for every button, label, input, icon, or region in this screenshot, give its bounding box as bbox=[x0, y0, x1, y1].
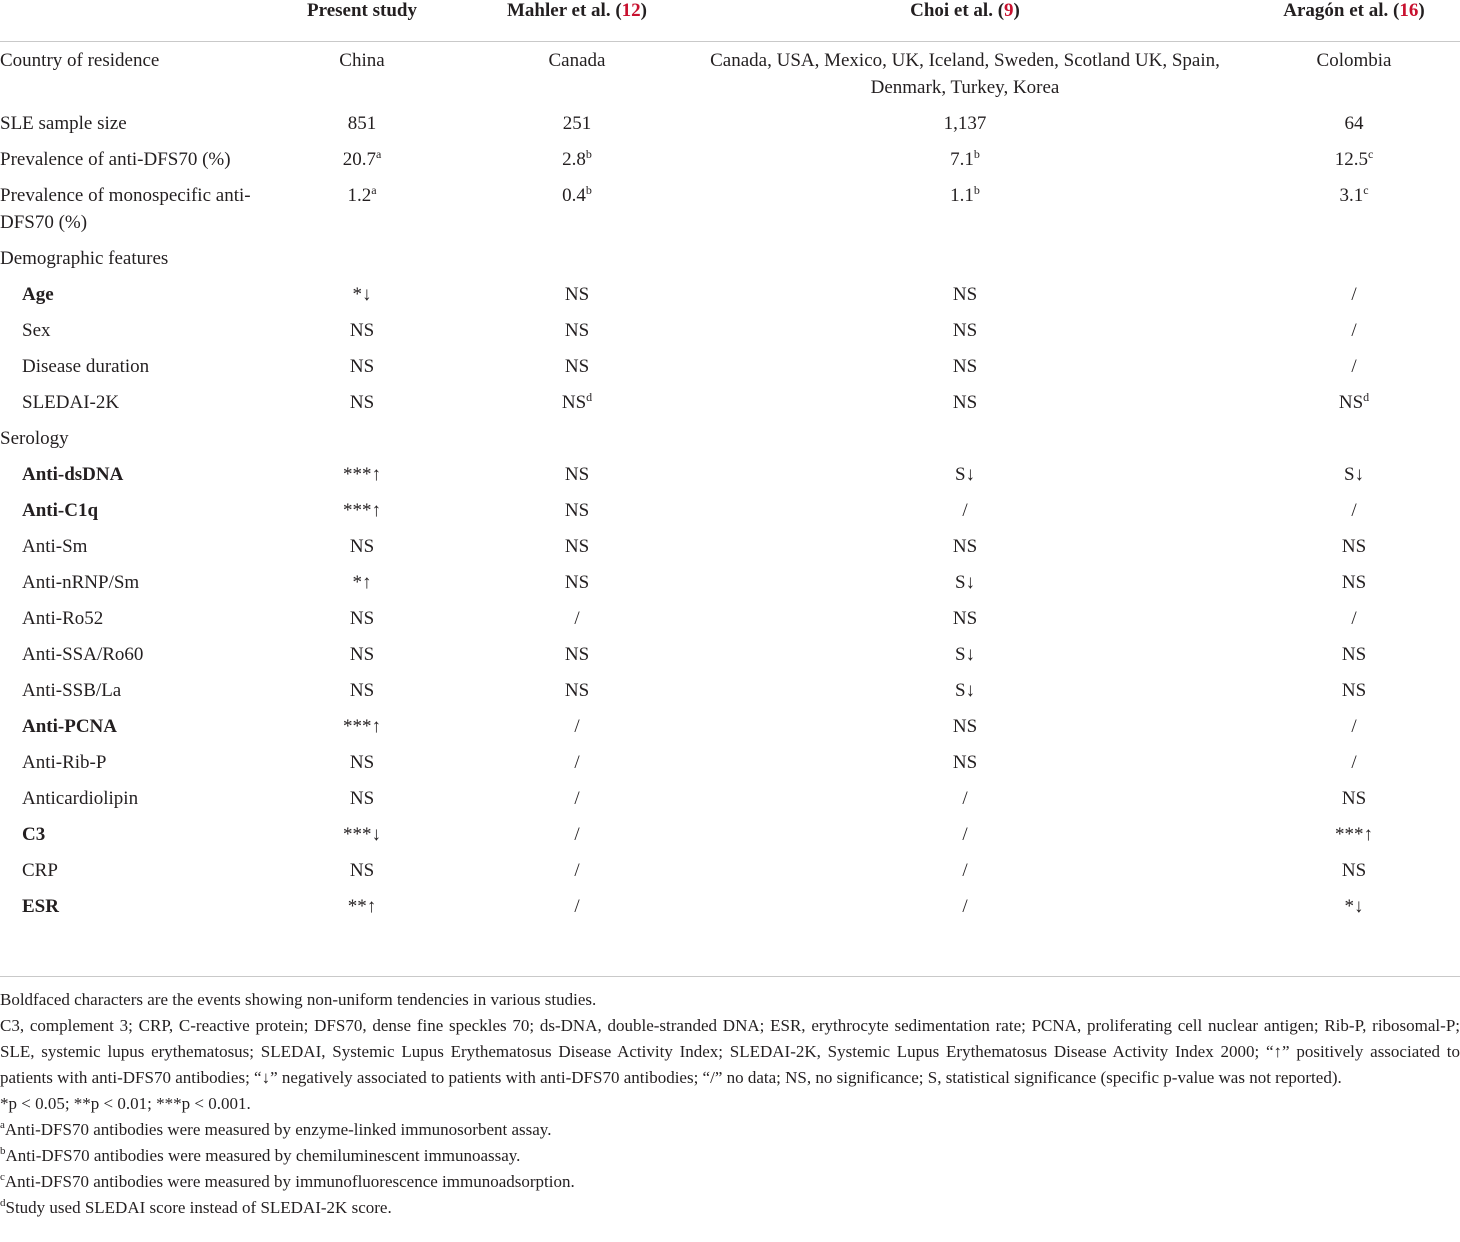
cell-choi bbox=[682, 276, 1248, 312]
cell-value: NS bbox=[1341, 536, 1367, 557]
cell-value: NS bbox=[564, 644, 590, 665]
cell-value: NS bbox=[349, 356, 375, 377]
cell-value: NS bbox=[564, 356, 590, 377]
cell-present-study bbox=[252, 708, 472, 744]
cell-aragon bbox=[1248, 672, 1460, 708]
cell-present-study bbox=[252, 141, 472, 177]
cell-value: NS bbox=[952, 716, 978, 737]
cell-choi bbox=[682, 708, 1248, 744]
cell-aragon bbox=[1248, 600, 1460, 636]
cell-choi bbox=[682, 42, 1248, 106]
cell-mahler bbox=[472, 564, 682, 600]
table-row bbox=[0, 852, 1460, 888]
cell-mahler bbox=[472, 42, 682, 106]
cell-mahler bbox=[472, 312, 682, 348]
cell-value: / bbox=[1351, 500, 1357, 521]
footnote-marker: d bbox=[1363, 390, 1370, 404]
cell-value: NS bbox=[1341, 860, 1367, 881]
cell-aragon bbox=[1248, 708, 1460, 744]
footnote bbox=[0, 1091, 1460, 1117]
table-row bbox=[0, 600, 1460, 636]
cell-aragon bbox=[1248, 384, 1460, 420]
cell-aragon bbox=[1248, 420, 1460, 456]
cell-aragon bbox=[1248, 888, 1460, 931]
cell-value: NS bbox=[564, 500, 590, 521]
cell-value: 7.1 bbox=[950, 149, 974, 170]
row-label: SLEDAI-2K bbox=[22, 392, 120, 413]
footnote-marker: c bbox=[1367, 147, 1374, 161]
cell-aragon bbox=[1248, 312, 1460, 348]
table-row bbox=[0, 420, 1460, 456]
cell-value: NS bbox=[564, 680, 590, 701]
reference-link[interactable]: 9 bbox=[1004, 0, 1014, 21]
footnote-text: *p < 0.05; **p < 0.01; ***p < 0.001. bbox=[0, 1094, 251, 1113]
cell-choi bbox=[682, 240, 1248, 276]
cell-mahler bbox=[472, 780, 682, 816]
cell-value: / bbox=[1351, 716, 1357, 737]
cell-value: ***↓ bbox=[343, 824, 381, 845]
row-label: Anti-Sm bbox=[22, 536, 88, 557]
table-row bbox=[0, 492, 1460, 528]
cell-value: NS bbox=[349, 752, 375, 773]
cell-present-study bbox=[252, 420, 472, 456]
cell-value: NS bbox=[349, 680, 375, 701]
cell-choi bbox=[682, 492, 1248, 528]
cell-present-study bbox=[252, 600, 472, 636]
footnote bbox=[0, 1143, 1460, 1169]
cell-value: NS bbox=[952, 392, 978, 413]
cell-mahler bbox=[472, 528, 682, 564]
cell-value: NS bbox=[1341, 680, 1367, 701]
cell-value: / bbox=[1351, 608, 1357, 629]
cell-value: 2.8 bbox=[562, 149, 586, 170]
cell-mahler bbox=[472, 384, 682, 420]
footnote-marker: a bbox=[375, 147, 382, 161]
row-label: Age bbox=[22, 284, 54, 305]
footnote bbox=[0, 1195, 1460, 1221]
cell-value: / bbox=[574, 716, 580, 737]
row-label: Prevalence of anti-DFS70 (%) bbox=[0, 149, 231, 170]
footnote-marker: d bbox=[586, 390, 593, 404]
table-row bbox=[0, 528, 1460, 564]
cell-value: / bbox=[574, 896, 580, 917]
footnote-marker: a bbox=[0, 1119, 5, 1131]
cell-value: Canada, USA, Mexico, UK, Iceland, Sweden, Scotland UK, Spain, Denmark, Turkey, Korea bbox=[710, 50, 1220, 98]
cell-present-study bbox=[252, 744, 472, 780]
row-label: Anti-PCNA bbox=[22, 716, 117, 737]
cell-aragon bbox=[1248, 240, 1460, 276]
cell-choi bbox=[682, 177, 1248, 240]
cell-value: ***↑ bbox=[343, 716, 381, 737]
cell-choi bbox=[682, 420, 1248, 456]
cell-value: / bbox=[574, 608, 580, 629]
cell-aragon bbox=[1248, 816, 1460, 852]
cell-aragon bbox=[1248, 42, 1460, 106]
table-row bbox=[0, 42, 1460, 106]
footnote-text: C3, complement 3; CRP, C-reactive protein; DFS70, dense fine speckles 70; ds-DNA, double-stranded DNA; ESR, erythrocyte sedimentation rate; PCNA, proliferating cell nuclear antigen; Rib-P, ribosomal-P; SLE, systemic lupus erythematosus; SLEDAI, Systemic Lupus Erythematosus Disease Activity Index; SLEDAI-2K, Systemic Lupus Erythematosus Disease Activity Index 2000; “↑” positively associated to patients with anti-DFS70 antibodies; “↓” negatively associated to patients with anti-DFS70 antibodies; “/” no data; NS, no significance; S, statistical significance (specific p-value was not reported). bbox=[0, 1016, 1460, 1087]
cell-mahler bbox=[472, 744, 682, 780]
cell-present-study bbox=[252, 672, 472, 708]
cell-choi bbox=[682, 348, 1248, 384]
row-label: Sex bbox=[22, 320, 51, 341]
cell-present-study bbox=[252, 177, 472, 240]
table-row bbox=[0, 816, 1460, 852]
cell-value: NS bbox=[564, 284, 590, 305]
cell-choi bbox=[682, 564, 1248, 600]
footnote bbox=[0, 1013, 1460, 1091]
table-row bbox=[0, 744, 1460, 780]
footnote-marker: a bbox=[371, 183, 377, 197]
table-row bbox=[0, 672, 1460, 708]
cell-value: NS bbox=[952, 536, 978, 557]
cell-value: China bbox=[339, 50, 385, 71]
footnote-marker: d bbox=[0, 1197, 6, 1209]
cell-value: / bbox=[574, 860, 580, 881]
cell-mahler bbox=[472, 105, 682, 141]
cell-present-study bbox=[252, 564, 472, 600]
footnote-marker: c bbox=[0, 1171, 5, 1183]
cell-value: NS bbox=[564, 536, 590, 557]
cell-value: S↓ bbox=[954, 464, 976, 485]
header-row bbox=[0, 0, 1460, 42]
cell-present-study bbox=[252, 528, 472, 564]
cell-value: NS bbox=[952, 356, 978, 377]
row-label: C3 bbox=[22, 824, 46, 845]
row-label: Prevalence of monospecific anti-DFS70 (%) bbox=[0, 185, 251, 233]
cell-value: NS bbox=[349, 392, 375, 413]
row-label: Anti-C1q bbox=[22, 500, 99, 521]
row-label: Anti-Rib-P bbox=[22, 752, 107, 773]
table-row bbox=[0, 384, 1460, 420]
cell-present-study bbox=[252, 492, 472, 528]
cell-aragon bbox=[1248, 564, 1460, 600]
row-label: SLE sample size bbox=[0, 113, 127, 134]
cell-value: Canada bbox=[548, 50, 606, 71]
row-label: Disease duration bbox=[22, 356, 150, 377]
cell-value: / bbox=[962, 824, 968, 845]
cell-choi bbox=[682, 600, 1248, 636]
table-row bbox=[0, 276, 1460, 312]
cell-value: NS bbox=[349, 608, 375, 629]
header-choi: Choi et al. (9) bbox=[682, 0, 1248, 42]
cell-present-study bbox=[252, 852, 472, 888]
table-row bbox=[0, 636, 1460, 672]
footnote-text: Boldfaced characters are the events showing non-uniform tendencies in various studies. bbox=[0, 990, 597, 1009]
header-empty bbox=[0, 0, 252, 42]
cell-present-study bbox=[252, 240, 472, 276]
cell-value: 1.2 bbox=[347, 185, 372, 206]
cell-value: / bbox=[962, 788, 968, 809]
cell-value: / bbox=[962, 896, 968, 917]
cell-aragon bbox=[1248, 636, 1460, 672]
cell-value: 251 bbox=[562, 113, 592, 134]
cell-value: Colombia bbox=[1316, 50, 1392, 71]
cell-value: *↓ bbox=[1344, 896, 1364, 917]
table-row bbox=[0, 105, 1460, 141]
cell-choi bbox=[682, 312, 1248, 348]
table-row bbox=[0, 312, 1460, 348]
cell-value: NS bbox=[952, 284, 978, 305]
cell-value: NS bbox=[564, 572, 590, 593]
row-label: Country of residence bbox=[0, 50, 160, 71]
cell-value: / bbox=[1351, 284, 1357, 305]
cell-choi bbox=[682, 141, 1248, 177]
footnote bbox=[0, 1117, 1460, 1143]
cell-aragon bbox=[1248, 105, 1460, 141]
cell-value: / bbox=[1351, 752, 1357, 773]
cell-choi bbox=[682, 744, 1248, 780]
row-label: Anti-nRNP/Sm bbox=[22, 572, 140, 593]
cell-aragon bbox=[1248, 276, 1460, 312]
cell-choi bbox=[682, 780, 1248, 816]
cell-value: NS bbox=[1341, 644, 1367, 665]
cell-present-study bbox=[252, 348, 472, 384]
cell-value: NS bbox=[952, 608, 978, 629]
cell-value: / bbox=[1351, 320, 1357, 341]
cell-value: S↓ bbox=[954, 680, 976, 701]
cell-value: / bbox=[1351, 356, 1357, 377]
cell-present-study bbox=[252, 816, 472, 852]
cell-choi bbox=[682, 456, 1248, 492]
cell-present-study bbox=[252, 312, 472, 348]
row-label: ESR bbox=[22, 896, 59, 917]
cell-aragon bbox=[1248, 528, 1460, 564]
row-label: Anti-Ro52 bbox=[22, 608, 104, 629]
footnote-text: Anti-DFS70 antibodies were measured by chemiluminescent immunoassay. bbox=[5, 1146, 521, 1165]
cell-present-study bbox=[252, 42, 472, 106]
cell-value: **↑ bbox=[347, 896, 377, 917]
header-present-study: Present study bbox=[252, 0, 472, 42]
cell-aragon bbox=[1248, 852, 1460, 888]
cell-choi bbox=[682, 384, 1248, 420]
cell-value: NS bbox=[561, 392, 587, 413]
row-label: Demographic features bbox=[0, 248, 169, 269]
cell-mahler bbox=[472, 456, 682, 492]
footnote bbox=[0, 1169, 1460, 1195]
footnote-marker: b bbox=[585, 147, 592, 161]
footnote-marker: b bbox=[973, 183, 980, 197]
cell-choi bbox=[682, 636, 1248, 672]
cell-value: S↓ bbox=[954, 572, 976, 593]
cell-value: / bbox=[574, 752, 580, 773]
cell-present-study bbox=[252, 636, 472, 672]
cell-choi bbox=[682, 528, 1248, 564]
row-label: Anti-SSA/Ro60 bbox=[22, 644, 144, 665]
table-row bbox=[0, 348, 1460, 384]
cell-value: / bbox=[574, 788, 580, 809]
cell-present-study bbox=[252, 384, 472, 420]
cell-mahler bbox=[472, 600, 682, 636]
cell-mahler bbox=[472, 141, 682, 177]
cell-choi bbox=[682, 888, 1248, 931]
cell-present-study bbox=[252, 456, 472, 492]
header-mahler: Mahler et al. (12) bbox=[472, 0, 682, 42]
cell-aragon bbox=[1248, 348, 1460, 384]
row-label: Anti-dsDNA bbox=[22, 464, 124, 485]
cell-mahler bbox=[472, 492, 682, 528]
cell-mahler bbox=[472, 888, 682, 931]
reference-link[interactable]: 16 bbox=[1399, 0, 1419, 21]
footnote-marker: b bbox=[585, 183, 592, 197]
cell-value: 0.4 bbox=[562, 185, 586, 206]
cell-mahler bbox=[472, 708, 682, 744]
cell-value: NS bbox=[1341, 788, 1367, 809]
cell-value: ***↑ bbox=[343, 500, 381, 521]
cell-value: *↑ bbox=[352, 572, 372, 593]
cell-value: *↓ bbox=[352, 284, 372, 305]
cell-value: NS bbox=[952, 752, 978, 773]
reference-link[interactable]: 12 bbox=[621, 0, 641, 21]
table-footnotes bbox=[0, 976, 1460, 1221]
cell-value: 12.5 bbox=[1334, 149, 1368, 170]
cell-value: / bbox=[574, 824, 580, 845]
row-label: Serology bbox=[0, 428, 69, 449]
cell-value: 851 bbox=[347, 113, 377, 134]
cell-value: NS bbox=[1338, 392, 1364, 413]
cell-present-study bbox=[252, 780, 472, 816]
cell-choi bbox=[682, 852, 1248, 888]
cell-value: 3.1 bbox=[1339, 185, 1364, 206]
footnote-text: Anti-DFS70 antibodies were measured by immunofluorescence immunoadsorption. bbox=[4, 1172, 575, 1191]
table-row bbox=[0, 177, 1460, 240]
cell-mahler bbox=[472, 240, 682, 276]
cell-aragon bbox=[1248, 141, 1460, 177]
cell-mahler bbox=[472, 816, 682, 852]
cell-value: NS bbox=[564, 464, 590, 485]
cell-mahler bbox=[472, 636, 682, 672]
cell-aragon bbox=[1248, 177, 1460, 240]
footnote-marker: c bbox=[1363, 183, 1369, 197]
cell-value: NS bbox=[1341, 572, 1367, 593]
table-row bbox=[0, 141, 1460, 177]
cell-present-study bbox=[252, 105, 472, 141]
cell-mahler bbox=[472, 852, 682, 888]
table-row bbox=[0, 780, 1460, 816]
cell-value: NS bbox=[564, 320, 590, 341]
cell-aragon bbox=[1248, 492, 1460, 528]
table-body bbox=[0, 42, 1460, 932]
table-row bbox=[0, 888, 1460, 931]
cell-mahler bbox=[472, 420, 682, 456]
table-row bbox=[0, 456, 1460, 492]
cell-value: ***↑ bbox=[1335, 824, 1373, 845]
footnote-text: Anti-DFS70 antibodies were measured by enzyme-linked immunosorbent assay. bbox=[4, 1120, 552, 1139]
cell-aragon bbox=[1248, 456, 1460, 492]
row-label: Anticardiolipin bbox=[22, 788, 139, 809]
cell-mahler bbox=[472, 348, 682, 384]
cell-value: S↓ bbox=[954, 644, 976, 665]
footnote-text: Study used SLEDAI score instead of SLEDAI-2K score. bbox=[5, 1198, 392, 1217]
cell-value: NS bbox=[349, 860, 375, 881]
cell-value: / bbox=[962, 860, 968, 881]
footnote-marker: b bbox=[0, 1145, 6, 1157]
row-label: CRP bbox=[22, 860, 58, 881]
cell-mahler bbox=[472, 276, 682, 312]
cell-value: S↓ bbox=[1343, 464, 1365, 485]
table-row bbox=[0, 708, 1460, 744]
cell-value: 1.1 bbox=[950, 185, 974, 206]
cell-present-study bbox=[252, 276, 472, 312]
cell-value: NS bbox=[952, 320, 978, 341]
row-label: Anti-SSB/La bbox=[22, 680, 122, 701]
table-row bbox=[0, 240, 1460, 276]
header-aragon: Aragón et al. (16) bbox=[1248, 0, 1460, 42]
cell-mahler bbox=[472, 177, 682, 240]
footnote bbox=[0, 987, 1460, 1013]
cell-value: NS bbox=[349, 788, 375, 809]
cell-mahler bbox=[472, 672, 682, 708]
table-row bbox=[0, 564, 1460, 600]
footnote-marker: b bbox=[973, 147, 980, 161]
cell-aragon bbox=[1248, 744, 1460, 780]
cell-choi bbox=[682, 672, 1248, 708]
cell-value: NS bbox=[349, 320, 375, 341]
cell-value: 64 bbox=[1344, 113, 1364, 134]
cell-value: / bbox=[962, 500, 968, 521]
cell-choi bbox=[682, 105, 1248, 141]
cell-present-study bbox=[252, 888, 472, 931]
cell-choi bbox=[682, 816, 1248, 852]
cell-value: NS bbox=[349, 536, 375, 557]
cell-value: ***↑ bbox=[343, 464, 381, 485]
cell-aragon bbox=[1248, 780, 1460, 816]
cell-value: NS bbox=[349, 644, 375, 665]
cell-value: 20.7 bbox=[342, 149, 376, 170]
cell-value: 1,137 bbox=[943, 113, 987, 134]
